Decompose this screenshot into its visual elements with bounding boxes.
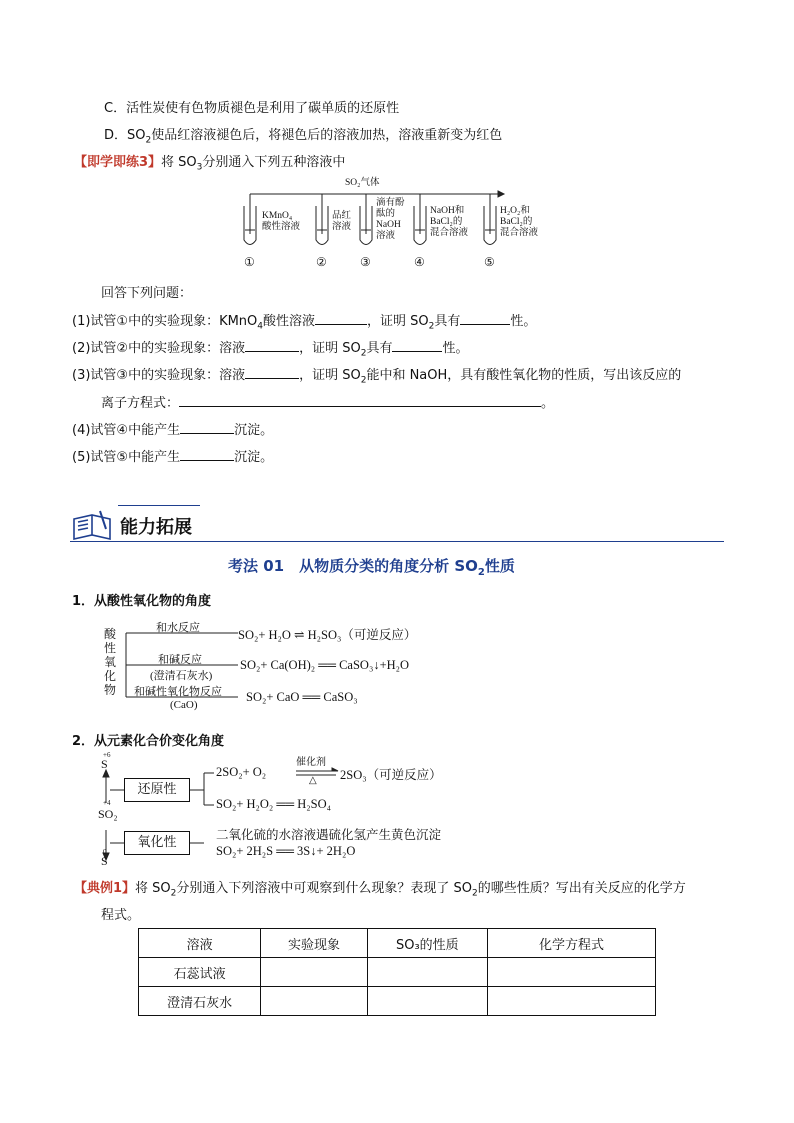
heading-underline [70,541,724,542]
cell-solution: 石蕊试液 [139,958,261,987]
header-phenomenon: 实验现象 [261,929,367,958]
option-c: C．活性炭使有色物质褪色是利用了碳单质的还原性 [104,101,400,116]
tube-1-number: ① [244,255,255,269]
flow-arrow-icon [498,191,504,197]
section-header [70,505,724,545]
option-d-pre: D．SO [104,128,146,143]
example1-tag: 【典例1】 [74,881,136,896]
table-row [139,987,656,1016]
apparatus-diagram [240,176,560,276]
gas-label: SO₂气体 [345,178,380,188]
blank-q5[interactable] [180,447,234,461]
oxidizing-box: 氧化性 [124,831,190,855]
question-2: (2)试管②中的实验现象：溶液 ，证明 $SO_2$具有 性。 [72,337,468,356]
cond-basic-oxide: 和碱性氧化物反应 [134,686,222,698]
blank-q2-phenomenon[interactable] [245,338,299,352]
practice3-tag: 【即学即练3】 [74,155,162,170]
s-bottom-valence: 0 [103,848,107,856]
tube-1 [244,194,256,245]
questions-intro: 回答下列问题： [101,286,193,301]
tube-5 [484,194,496,245]
tube-3-label: 滴有酚 酞的 NaOH 溶液 [376,198,405,241]
cell-phenomenon[interactable] [261,987,367,1016]
method-title: 考法 01 从物质分类的角度分析 $SO_2$性质 [228,557,515,578]
header-solution: 溶液 [139,929,261,958]
so2-center: SO₂ [98,807,118,821]
question-3: (3)试管③中的实验现象：溶液 ，证明 $SO_2$能中和 NaOH，具有酸性氧化物的性质，写出该反应的 [72,364,681,383]
header-property: SO₃的性质 [367,929,487,958]
tube-2-number: ② [316,255,327,269]
table-header-row [139,929,656,958]
practice3-line: 【即学即练3】将 $SO_3$分别通入下列五种溶液中 [74,155,346,173]
tube-2-label: 品红 溶液 [332,211,352,232]
heat-label: △ [309,775,317,786]
reducing-box: 还原性 [124,778,190,802]
question-1: (1)试管①中的实验现象：KMnO$_4$酸性溶液 ，证明 $SO_2$具有 性。 [72,310,536,329]
tube-4 [414,194,426,245]
eq-oxygen-right: 2SO₃（可逆反应） [340,768,442,782]
blank-q1-property[interactable] [460,311,510,325]
question-3-line2: 离子方程式： 。 [101,392,554,411]
practice3-text-pre: 将 SO [161,155,197,170]
answer-table [138,928,656,1016]
eq-basic-oxide: SO₂+ CaO ══ CaSO₃ [246,690,358,704]
question-5: (5)试管⑤中能产生 沉淀。 [72,446,273,465]
option-d: D．$SO_2$使品红溶液褪色后，将褪色后的溶液加热，溶液重新变为红色 [104,128,503,146]
cell-property[interactable] [367,987,487,1016]
cond-water: 和水反应 [156,622,200,634]
blank-q1-phenomenon[interactable] [315,311,367,325]
tube-4-label: NaOH和 BaCl₂的 混合溶液 [430,206,469,238]
eq-oxygen-left: 2SO₂+ O₂ [216,765,267,779]
eq-water: SO₂+ H₂O ⇌ H₂SO₃（可逆反应） [238,628,417,642]
tube-4-number: ④ [414,255,425,269]
part1-diagram [100,615,460,715]
tube-3-number: ③ [360,255,371,269]
cond-base: 和碱反应 [158,654,202,666]
s-top-valence: +6 [103,751,111,759]
tube-5-label: H₂O₂和 BaCl₂的 混合溶液 [500,206,539,238]
blank-q3-equation[interactable] [179,393,541,407]
oxidizing-description: 二氧化硫的水溶液遇硫化氢产生黄色沉淀 [216,827,442,842]
example1-line2: 程式。 [101,908,141,923]
catalyst-label: 催化剂 [296,757,326,768]
cell-equation[interactable] [488,987,656,1016]
tube-5-number: ⑤ [484,255,495,269]
table-row [139,958,656,987]
blank-q3-phenomenon[interactable] [245,365,299,379]
acid-oxide-label: 酸 性 氧 化 物 [104,627,117,697]
example1-line1: 【典例1】将 $SO_2$分别通入下列溶液中可观察到什么现象？表现了 $SO_2$的哪些性质？写出有关反应的化学方 [74,881,686,899]
s-top: S [101,757,108,771]
so2-valence: +4 [103,799,111,807]
section-heading: 能力拓展 [120,517,192,538]
eq-h2s: SO₂+ 2H₂S ══ 3S↓+ 2H₂O [216,844,356,858]
blank-q2-property[interactable] [392,338,442,352]
part2-diagram [96,751,516,868]
eq-peroxide: SO₂+ H₂O₂ ══ H₂SO₄ [216,797,331,811]
cond-basic-oxide-note: (CaO) [170,699,198,711]
cell-equation[interactable] [488,958,656,987]
practice3-text-post: 分别通入下列五种溶液中 [202,155,346,170]
cond-base-note: (澄清石灰水) [150,670,213,682]
s-bottom: S [101,854,108,868]
question-4: (4)试管④中能产生 沉淀。 [72,419,273,438]
part1-title: 1．从酸性氧化物的角度 [72,594,212,609]
heading-overline [118,505,200,506]
tube-1-label: KMnO₄ 酸性溶液 [262,211,301,232]
blank-q4[interactable] [180,420,234,434]
cell-solution: 澄清石灰水 [139,987,261,1016]
tube-3 [360,194,372,245]
cell-phenomenon[interactable] [261,958,367,987]
option-d-post: 使品红溶液褪色后，将褪色后的溶液加热，溶液重新变为红色 [151,128,503,143]
header-equation: 化学方程式 [488,929,656,958]
tube-2 [316,194,328,245]
eq-base: SO₂+ Ca(OH)₂ ══ CaSO₃↓+H₂O [240,658,410,672]
part2-title: 2．从元素化合价变化角度 [72,734,225,749]
cell-property[interactable] [367,958,487,987]
